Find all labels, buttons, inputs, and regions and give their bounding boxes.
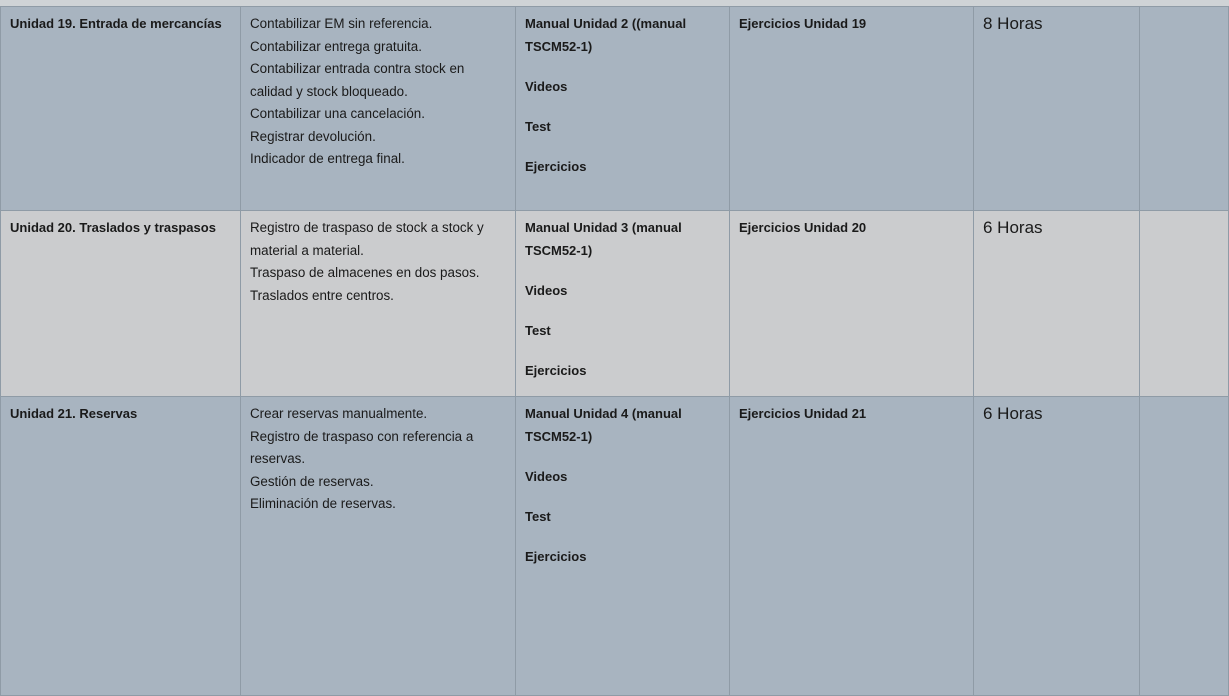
content-line: Eliminación de reservas. xyxy=(250,496,396,511)
exercises-cell xyxy=(730,7,974,211)
content-line: Registro de traspaso de stock a stock y xyxy=(250,220,484,235)
hours-cell xyxy=(974,7,1140,211)
unit-cell xyxy=(1,397,241,696)
hours-value: 8 Horas xyxy=(983,14,1043,33)
empty-cell xyxy=(1140,211,1229,397)
ejercicios-label: Ejercicios xyxy=(525,548,587,564)
empty-cell xyxy=(1140,397,1229,696)
table-row xyxy=(1,7,1229,211)
content-line: calidad y stock bloqueado. xyxy=(250,83,408,99)
manual-link-cont: TSCM52-1) xyxy=(525,38,593,54)
ejercicios-label: Ejercicios xyxy=(525,158,587,174)
content-line: Crear reservas manualmente. xyxy=(250,406,428,421)
manual-link: Manual Unidad 2 ((manual xyxy=(525,16,687,31)
content-line: Contabilizar entrega gratuita. xyxy=(250,38,422,54)
exercises-label: Ejercicios Unidad 21 xyxy=(739,406,867,421)
hours-cell xyxy=(974,397,1140,696)
content-line: Indicador de entrega final. xyxy=(250,151,405,166)
exercises-label: Ejercicios Unidad 20 xyxy=(739,220,867,235)
manual-link-cont: TSCM52-1) xyxy=(525,242,593,258)
hours-cell xyxy=(974,211,1140,397)
content-line: Contabilizar entrada contra stock en xyxy=(250,61,465,76)
hours-value: 6 Horas xyxy=(983,404,1043,423)
videos-label: Videos xyxy=(525,78,568,94)
content-line: Traspaso de almacenes en dos pasos. xyxy=(250,265,480,280)
content-line: Contabilizar una cancelación. xyxy=(250,106,425,121)
table-row xyxy=(1,211,1229,397)
content-line: Registro de traspaso con referencia a xyxy=(250,428,474,444)
content-line: reservas. xyxy=(250,451,306,466)
resources-cell xyxy=(516,7,730,211)
contents-cell xyxy=(241,211,516,397)
unit-cell xyxy=(1,7,241,211)
test-label: Test xyxy=(525,118,551,134)
table-row xyxy=(1,397,1229,696)
content-line: Gestión de reservas. xyxy=(250,473,374,489)
unit-title: Unidad 20. Traslados y traspasos xyxy=(10,220,216,235)
manual-link: Manual Unidad 3 (manual xyxy=(525,220,682,235)
ejercicios-label: Ejercicios xyxy=(525,362,587,378)
exercises-label: Ejercicios Unidad 19 xyxy=(739,16,867,31)
videos-label: Videos xyxy=(525,468,568,484)
content-line: Traslados entre centros. xyxy=(250,287,394,303)
resources-cell xyxy=(516,397,730,696)
test-label: Test xyxy=(525,322,551,338)
resources-cell xyxy=(516,211,730,397)
contents-cell xyxy=(241,397,516,696)
empty-cell xyxy=(1140,7,1229,211)
hours-value: 6 Horas xyxy=(983,218,1043,237)
manual-link: Manual Unidad 4 (manual xyxy=(525,406,682,421)
test-label: Test xyxy=(525,508,551,524)
content-line: material a material. xyxy=(250,242,364,258)
exercises-cell xyxy=(730,211,974,397)
contents-cell xyxy=(241,7,516,211)
course-schedule-table xyxy=(0,6,1229,696)
content-line: Contabilizar EM sin referencia. xyxy=(250,16,433,31)
unit-cell xyxy=(1,211,241,397)
videos-label: Videos xyxy=(525,282,568,298)
unit-title: Unidad 21. Reservas xyxy=(10,406,138,421)
content-line: Registrar devolución. xyxy=(250,128,376,144)
unit-title: Unidad 19. Entrada de mercancías xyxy=(10,16,222,31)
exercises-cell xyxy=(730,397,974,696)
manual-link-cont: TSCM52-1) xyxy=(525,428,593,444)
